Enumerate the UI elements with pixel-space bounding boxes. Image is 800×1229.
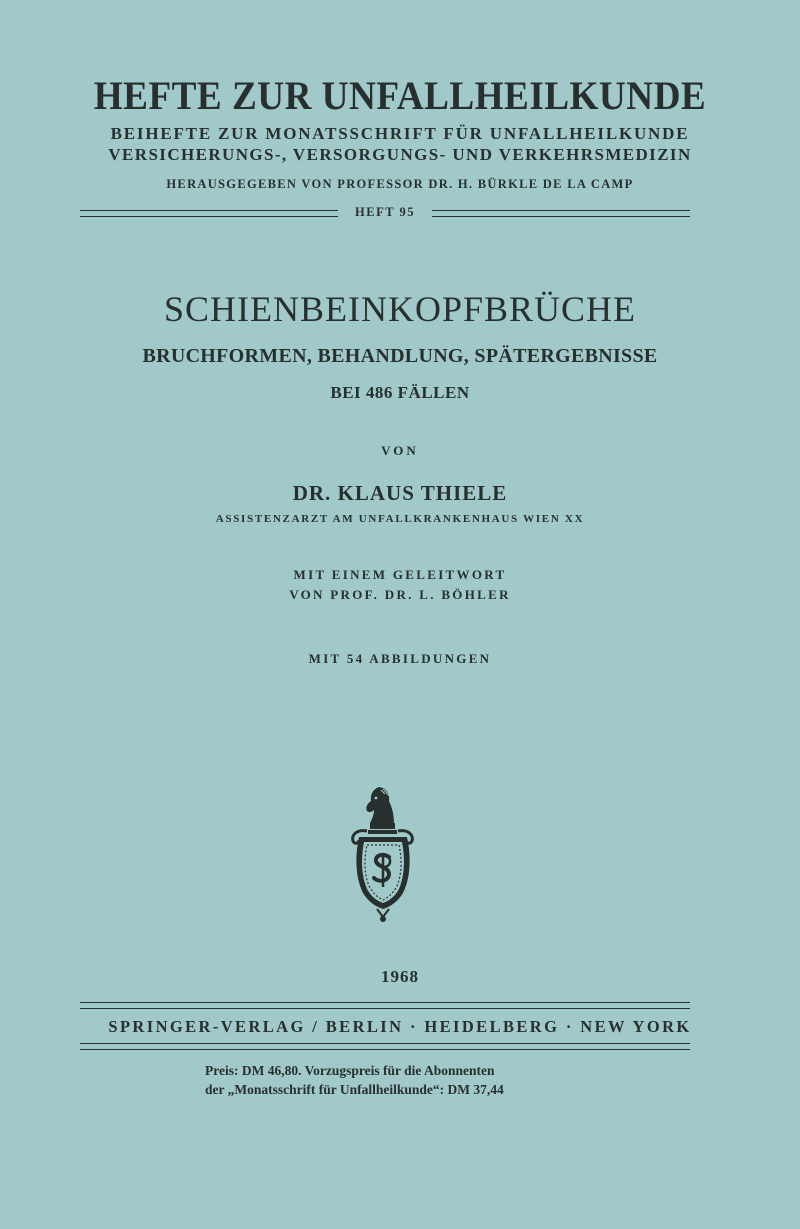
author-name: DR. KLAUS THIELE [292, 481, 508, 505]
publication-year: 1968 [381, 967, 419, 986]
springer-horse-emblem-icon [345, 785, 421, 923]
publisher-rule-top-2 [80, 1008, 690, 1009]
series-title: HEFTE ZUR UNFALLHEILKUNDE [93, 73, 707, 118]
double-rule-left [80, 210, 338, 217]
issue-number: HEFT 95 [355, 205, 415, 219]
foreword-line1: MIT EINEM GELEITWORT [293, 567, 507, 582]
price-line1: Preis: DM 46,80. Vorzugspreis für die Abonnenten [205, 1063, 495, 1078]
series-subtitle-line1: BEIHEFTE ZUR MONATSSCHRIFT FÜR UNFALLHEILKUNDE [110, 124, 690, 143]
publisher-rule-top-1 [80, 1002, 690, 1003]
double-rule-right [432, 210, 690, 217]
foreword-line2: VON PROF. DR. L. BÖHLER [289, 587, 511, 602]
by-label: VON [381, 443, 419, 458]
publisher-line: SPRINGER-VERLAG / BERLIN · HEIDELBERG · NEW YORK [108, 1017, 692, 1036]
series-subtitle-line2: VERSICHERUNGS-, VERSORGUNGS- UND VERKEHRSMEDIZIN [108, 145, 692, 164]
publisher-rule-bottom-1 [80, 1043, 690, 1044]
illustrations-note: MIT 54 ABBILDUNGEN [308, 651, 492, 666]
book-subtitle: BRUCHFORMEN, BEHANDLUNG, SPÄTERGEBNISSE [142, 345, 658, 367]
book-subtitle-2: BEI 486 FÄLLEN [330, 383, 470, 402]
author-affiliation: ASSISTENZARZT AM UNFALLKRANKENHAUS WIEN XX [215, 513, 585, 525]
publisher-rule-bottom-2 [80, 1049, 690, 1050]
issue-rule [80, 205, 690, 220]
series-editor: HERAUSGEGEBEN VON PROFESSOR DR. H. BÜRKLE DE LA CAMP [166, 177, 634, 191]
price-line2: der „Monatsschrift für Unfallheilkunde“: DM 37,44 [205, 1082, 504, 1097]
book-title: SCHIENBEINKOPFBRÜCHE [163, 289, 637, 329]
